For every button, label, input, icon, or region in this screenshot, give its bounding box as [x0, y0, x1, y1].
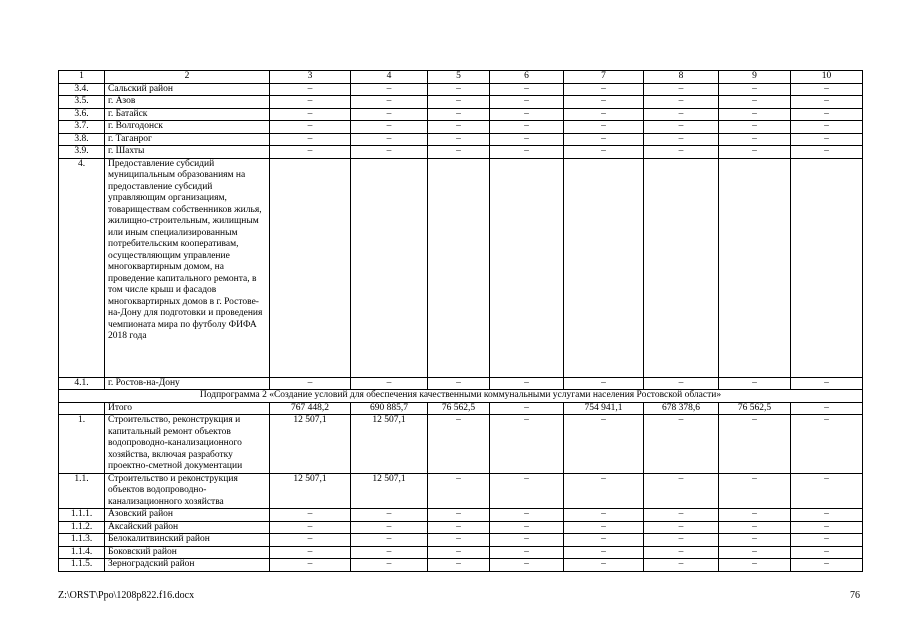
row-name: г. Ростов-на-Дону [105, 377, 270, 390]
value-cell: – [490, 521, 564, 534]
table-row [59, 473, 863, 509]
value-cell [270, 158, 351, 377]
value-cell: – [490, 509, 564, 522]
row-number: 1.1.3. [59, 534, 105, 547]
value-cell: – [490, 559, 564, 572]
row-number: 4. [59, 158, 105, 377]
value-cell: – [428, 473, 490, 509]
value-cell: – [644, 415, 719, 474]
value-cell: – [719, 121, 791, 134]
header-cell: 10 [791, 71, 863, 84]
row-name: г. Шахты [105, 146, 270, 159]
table-row [59, 509, 863, 522]
value-cell: – [719, 133, 791, 146]
value-cell: – [428, 559, 490, 572]
value-cell: – [351, 546, 428, 559]
value-cell: – [351, 534, 428, 547]
row-number [59, 402, 105, 415]
value-cell: – [719, 96, 791, 109]
row-name: Боковский район [105, 546, 270, 559]
table-row [59, 146, 863, 159]
table-row [59, 158, 863, 377]
value-cell: – [644, 83, 719, 96]
value-cell: – [351, 509, 428, 522]
table-row [59, 377, 863, 390]
table-row [59, 559, 863, 572]
value-cell: – [791, 377, 863, 390]
value-cell: – [351, 521, 428, 534]
value-cell: – [791, 146, 863, 159]
budget-table [58, 70, 863, 572]
value-cell: – [719, 146, 791, 159]
value-cell: – [428, 96, 490, 109]
row-number: 3.6. [59, 108, 105, 121]
value-cell [428, 158, 490, 377]
value-cell: – [564, 473, 644, 509]
value-cell: – [564, 521, 644, 534]
header-cell: 1 [59, 71, 105, 84]
row-number: 3.8. [59, 133, 105, 146]
value-cell: – [644, 521, 719, 534]
value-cell: – [564, 377, 644, 390]
value-cell: 76 562,5 [719, 402, 791, 415]
value-cell: – [719, 509, 791, 522]
value-cell: – [791, 402, 863, 415]
row-number: 1.1.1. [59, 509, 105, 522]
value-cell: – [644, 377, 719, 390]
value-cell: – [564, 121, 644, 134]
value-cell: – [270, 377, 351, 390]
row-number: 3.7. [59, 121, 105, 134]
value-cell: – [791, 521, 863, 534]
value-cell: – [428, 521, 490, 534]
value-cell: – [270, 83, 351, 96]
value-cell [791, 158, 863, 377]
value-cell: 690 885,7 [351, 402, 428, 415]
row-number: 1.1.2. [59, 521, 105, 534]
value-cell: – [428, 546, 490, 559]
value-cell: – [490, 534, 564, 547]
row-number: 3.9. [59, 146, 105, 159]
value-cell: – [791, 546, 863, 559]
value-cell: – [719, 473, 791, 509]
row-number: 3.4. [59, 83, 105, 96]
value-cell: – [719, 377, 791, 390]
value-cell: – [719, 83, 791, 96]
value-cell: – [564, 559, 644, 572]
value-cell [719, 158, 791, 377]
value-cell: – [644, 121, 719, 134]
row-name: Белокалитвинский район [105, 534, 270, 547]
value-cell: 12 507,1 [270, 415, 351, 474]
value-cell: 12 507,1 [351, 473, 428, 509]
value-cell: – [644, 546, 719, 559]
value-cell: – [428, 108, 490, 121]
value-cell: – [719, 108, 791, 121]
row-number: 3.5. [59, 96, 105, 109]
value-cell: – [564, 108, 644, 121]
value-cell: – [428, 133, 490, 146]
table-row [59, 546, 863, 559]
header-cell: 8 [644, 71, 719, 84]
value-cell: – [490, 546, 564, 559]
value-cell: – [791, 509, 863, 522]
row-number: 1.1.4. [59, 546, 105, 559]
value-cell: – [644, 473, 719, 509]
value-cell: 754 941,1 [564, 402, 644, 415]
value-cell: – [351, 121, 428, 134]
value-cell: – [644, 133, 719, 146]
row-name: Итого [105, 402, 270, 415]
row-name: Сальский район [105, 83, 270, 96]
value-cell: – [564, 415, 644, 474]
value-cell: – [791, 83, 863, 96]
row-name: г. Волгодонск [105, 121, 270, 134]
value-cell: – [791, 559, 863, 572]
value-cell: – [791, 534, 863, 547]
value-cell: 678 378,6 [644, 402, 719, 415]
value-cell: – [564, 146, 644, 159]
value-cell: – [428, 121, 490, 134]
value-cell: 767 448,2 [270, 402, 351, 415]
value-cell: – [564, 509, 644, 522]
value-cell [644, 158, 719, 377]
value-cell: – [351, 83, 428, 96]
table-row [59, 96, 863, 109]
table-row [59, 83, 863, 96]
value-cell: – [490, 415, 564, 474]
row-name: Предоставление субсидий муниципальным образованиям на предоставление субсидий управляющим организациям, товариществам собственников жилья, жилищно-строительным, жилищным или иным специализированным потребительским кооперативам, осуществляющим управление многоквартирным домом, на проведение капитального ремонта, в том числе крыш и фасадов многоквартирных домов в г. Ростове-на-Дону для подготовки и проведения чемпионата мира по футболу ФИФА 2018 года [105, 158, 270, 377]
value-cell: – [428, 377, 490, 390]
subprogram-row [59, 390, 863, 403]
header-cell: 5 [428, 71, 490, 84]
value-cell: – [644, 108, 719, 121]
value-cell: – [490, 108, 564, 121]
value-cell: – [351, 146, 428, 159]
value-cell: – [644, 534, 719, 547]
table-row [59, 133, 863, 146]
value-cell: – [719, 415, 791, 474]
row-name: Строительство, реконструкция и капитальный ремонт объектов водопроводно-канализационного хозяйства, включая разработку проектно-сметной документации [105, 415, 270, 474]
table-row [59, 108, 863, 121]
row-number: 1.1. [59, 473, 105, 509]
value-cell: – [719, 534, 791, 547]
value-cell: – [719, 559, 791, 572]
value-cell: 12 507,1 [270, 473, 351, 509]
value-cell: – [791, 121, 863, 134]
value-cell: – [791, 415, 863, 474]
table-row [59, 121, 863, 134]
value-cell: – [644, 559, 719, 572]
header-cell: 2 [105, 71, 270, 84]
table-row [59, 534, 863, 547]
value-cell: – [644, 146, 719, 159]
row-name: г. Батайск [105, 108, 270, 121]
header-cell: 7 [564, 71, 644, 84]
value-cell: – [490, 121, 564, 134]
value-cell: – [490, 146, 564, 159]
row-name: Азовский район [105, 509, 270, 522]
value-cell: – [270, 509, 351, 522]
value-cell: – [644, 509, 719, 522]
value-cell: – [428, 83, 490, 96]
value-cell: – [564, 83, 644, 96]
value-cell: – [719, 521, 791, 534]
value-cell: – [270, 534, 351, 547]
value-cell: – [428, 415, 490, 474]
table-row [59, 402, 863, 415]
file-path-footer: Z:\ORST\Ppo\1208p822.f16.docx [58, 590, 195, 601]
value-cell: – [490, 83, 564, 96]
row-number: 1.1.5. [59, 559, 105, 572]
row-name: Строительство и реконструкция объектов водопроводно-канализационного хозяйства [105, 473, 270, 509]
value-cell: – [791, 96, 863, 109]
value-cell: 76 562,5 [428, 402, 490, 415]
value-cell: 12 507,1 [351, 415, 428, 474]
value-cell: – [270, 546, 351, 559]
value-cell: – [564, 96, 644, 109]
value-cell: – [490, 133, 564, 146]
row-name: Зерноградский район [105, 559, 270, 572]
value-cell: – [564, 546, 644, 559]
value-cell: – [351, 108, 428, 121]
page-number: 76 [850, 590, 860, 601]
row-name: г. Азов [105, 96, 270, 109]
value-cell: – [791, 133, 863, 146]
value-cell: – [351, 377, 428, 390]
value-cell: – [270, 559, 351, 572]
value-cell [351, 158, 428, 377]
value-cell: – [270, 133, 351, 146]
value-cell: – [490, 377, 564, 390]
value-cell: – [270, 146, 351, 159]
value-cell: – [270, 121, 351, 134]
row-number: 1. [59, 415, 105, 474]
table-row [59, 521, 863, 534]
value-cell: – [428, 509, 490, 522]
header-row [59, 71, 863, 84]
value-cell: – [490, 96, 564, 109]
value-cell: – [791, 108, 863, 121]
value-cell: – [644, 96, 719, 109]
value-cell: – [351, 559, 428, 572]
header-cell: 6 [490, 71, 564, 84]
subprogram-title: Подпрограмма 2 «Создание условий для обеспечения качественными коммунальными услугами населения Ростовской области» [59, 390, 863, 403]
value-cell: – [564, 534, 644, 547]
value-cell [490, 158, 564, 377]
value-cell: – [428, 146, 490, 159]
value-cell: – [351, 133, 428, 146]
value-cell: – [490, 473, 564, 509]
value-cell: – [428, 534, 490, 547]
value-cell [564, 158, 644, 377]
value-cell: – [270, 96, 351, 109]
row-number: 4.1. [59, 377, 105, 390]
header-cell: 9 [719, 71, 791, 84]
row-name: г. Таганрог [105, 133, 270, 146]
value-cell: – [270, 521, 351, 534]
value-cell: – [270, 108, 351, 121]
value-cell: – [791, 473, 863, 509]
value-cell: – [490, 402, 564, 415]
value-cell: – [351, 96, 428, 109]
table-row [59, 415, 863, 474]
header-cell: 4 [351, 71, 428, 84]
header-cell: 3 [270, 71, 351, 84]
row-name: Аксайский район [105, 521, 270, 534]
value-cell: – [564, 133, 644, 146]
value-cell: – [719, 546, 791, 559]
